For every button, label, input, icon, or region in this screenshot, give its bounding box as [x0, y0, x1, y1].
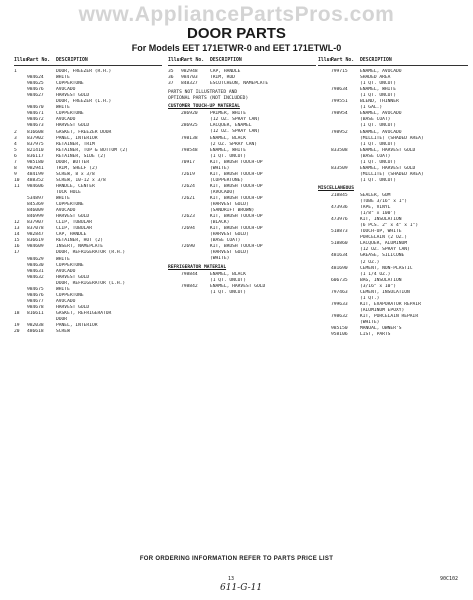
part-number: 799633 [331, 301, 348, 307]
part-number: 816608 [27, 129, 44, 135]
part-description: (AVOCADO) [210, 189, 235, 195]
part-number: 798842 [181, 283, 198, 289]
illus-number: 35 [168, 69, 174, 75]
part-number: 984606 [27, 183, 44, 189]
illus-number: 13 [14, 226, 20, 232]
part-description: (MILLITE) (SHADED AREA) [360, 171, 424, 177]
part-number: 70917 [181, 159, 195, 165]
part-number: 845369 [27, 202, 44, 208]
illus-number: 9 [14, 171, 17, 177]
illus-number [318, 332, 331, 338]
illus-number: 36 [168, 75, 174, 81]
parts-list-col2a [168, 69, 316, 87]
part-description: (1 QT. UNCUT) [360, 81, 396, 87]
note-line-2: OPTIONAL PARTS (NOT INCLUDED) [168, 96, 249, 102]
part-description: (6 PCS. 2" x 4" x 1") [360, 223, 419, 229]
part-number [181, 290, 210, 296]
part-description: (COPPERTONE) [210, 177, 244, 183]
part-number: 984609 [27, 244, 44, 250]
part-description: AVOCADO [56, 268, 76, 274]
illus-number: 18 [14, 310, 20, 316]
parts-column-2 [168, 58, 316, 296]
part-description: TRIM, SHELF (2) [56, 165, 98, 171]
part-description: ENAMEL, HARVEST GOLD [360, 165, 416, 171]
part-description: ENAMEL, WHITE [360, 87, 396, 93]
part-number: 72694 [181, 226, 195, 232]
part-description: SCREW, 8 x 3/8 [56, 171, 95, 177]
part-number: 984676 [27, 292, 44, 298]
part-description: TOUCH-UP, WHITE [360, 229, 402, 235]
part-description: DOOR, FREEZER (R.H.) [56, 69, 112, 75]
header-part: Part No. [27, 58, 51, 63]
part-description: AVOCADO [56, 298, 76, 304]
part-description: DOOR [56, 316, 68, 322]
part-number: 836117 [27, 153, 44, 159]
part-description: (WHITE) [360, 319, 380, 325]
part-number: 984625 [27, 81, 44, 87]
part-number: 982038 [27, 323, 44, 329]
part-description: BLEND, THINNER [360, 99, 399, 105]
parts-column-1 [14, 58, 162, 335]
part-description: (2 OZ.) [360, 259, 380, 265]
part-number: 488352 [27, 177, 44, 183]
part-description: (1 GAL.) [360, 105, 383, 111]
header-rule [14, 65, 162, 66]
part-number: 848327 [181, 81, 198, 87]
parts-row [168, 81, 316, 87]
parts-list-col2c [168, 272, 316, 296]
header-illus: Illus. [318, 58, 336, 63]
part-description: KIT, EVAPORATOR REPAIR [360, 301, 421, 307]
part-description: CEMENT, INSULATION [360, 289, 410, 295]
parts-list-col1 [14, 69, 162, 335]
part-description: MANUAL, OWNER'S [360, 326, 402, 332]
part-number: 984624 [27, 75, 44, 81]
part-description: KIT, BRUSH TOUCH-UP [210, 159, 263, 165]
illus-number: 17 [14, 250, 20, 256]
header-rule [318, 65, 468, 66]
part-description: SCREW, 10-12 x 3/8 [56, 177, 106, 183]
illus-number: 8 [14, 165, 17, 171]
part-number: 984672 [27, 117, 44, 123]
parts-list-col3b [318, 193, 468, 338]
parts-row [168, 290, 316, 296]
part-number: 72621 [181, 195, 195, 201]
part-number: 798632 [331, 313, 348, 319]
part-number: 72690 [181, 244, 195, 250]
illus-number: 20 [14, 329, 20, 335]
part-description: SHADED AREA [360, 75, 391, 81]
part-number: 846009 [27, 208, 44, 214]
part-description: AVOCADO [56, 208, 76, 214]
page-title: DOOR PARTS [187, 25, 286, 42]
part-description: DOOR, BUTTER [56, 159, 90, 165]
part-number: 985150 [331, 326, 348, 332]
part-description: KIT, BRUSH TOUCH-UP [210, 226, 263, 232]
illus-number: 1 [14, 69, 17, 75]
part-number: 982948 [181, 69, 198, 75]
part-description: ENAMEL, AVOCADO [360, 69, 402, 75]
part-number: 72619 [181, 171, 195, 177]
part-number: 984677 [27, 298, 44, 304]
column-header [168, 58, 316, 64]
part-number: 984675 [27, 286, 44, 292]
part-number: 286925 [181, 123, 198, 129]
illus-number: 37 [168, 81, 174, 87]
part-number: 984673 [27, 123, 44, 129]
part-description: RETAINER, HOT (2) [56, 238, 104, 244]
part-number: 798952 [331, 129, 348, 135]
part-description: DOOR, REFRIGERATOR (L.H.) [56, 280, 126, 286]
part-description: CEMENT, NON-PLASTIC [360, 265, 413, 271]
part-number: 473976 [331, 217, 348, 223]
part-number [331, 178, 360, 184]
part-description: CLIP, TUBULAR [56, 226, 92, 232]
part-description: HARVEST GOLD [56, 93, 90, 99]
part-description: COPPERTONE [56, 202, 84, 208]
document-code: 90C102 [440, 576, 459, 582]
part-description: (SANDRIFT BROWN) [210, 208, 255, 214]
part-description: PRIMER, WHITE [210, 111, 246, 117]
illus-number: 16 [14, 244, 20, 250]
part-description: (2 OZ. SPRAY CAN) [210, 141, 258, 147]
part-description: PORCELAIN (2 OZ.) [360, 235, 408, 241]
column-header [14, 58, 162, 64]
header-description: DESCRIPTION [360, 58, 392, 63]
part-description: HARVEST GOLD [56, 214, 90, 220]
illus-number: 2 [14, 129, 17, 135]
part-description: SCREW [56, 329, 70, 335]
part-description: LACQUER, ENAMEL [210, 123, 252, 129]
part-number: 984703 [181, 75, 198, 81]
illus-number: 10 [14, 177, 20, 183]
part-description: ENAMEL, HARVEST GOLD [210, 283, 266, 289]
illus-number: 12 [14, 220, 20, 226]
part-number: 798138 [181, 135, 198, 141]
part-number: 797463 [331, 289, 348, 295]
header-rule [168, 65, 316, 66]
part-description: LIST, PARTS [360, 332, 391, 338]
part-description: PANEL, INTERIOR [56, 323, 98, 329]
part-number: 833508 [331, 147, 348, 153]
part-number: 799715 [331, 69, 348, 75]
part-number: 984671 [27, 111, 44, 117]
part-description: RETAINER, TRIM [56, 141, 95, 147]
part-description: CLIP, TUBULAR [56, 220, 92, 226]
part-description: (BASE COAT) [360, 153, 391, 159]
part-description: GASKET, FREEZER DOOR [56, 129, 112, 135]
part-description: HARVEST GOLD [56, 123, 90, 129]
part-number: 799551 [331, 99, 348, 105]
part-number: 534897 [27, 196, 44, 202]
part-number: 518873 [331, 229, 348, 235]
header-illus: Illus. [14, 58, 32, 63]
part-number: 846999 [27, 214, 44, 220]
part-description: ENAMEL, HARVEST GOLD [360, 147, 416, 153]
part-description: (HARVEST GOLD) [210, 202, 249, 208]
part-number: 473936 [331, 205, 348, 211]
note-block [168, 90, 316, 102]
part-description: RETAINER, SIDE (2) [56, 153, 106, 159]
parts-column-3 [318, 58, 468, 338]
part-description: ENAMEL, WHITE [210, 147, 246, 153]
part-number: 481690 [331, 265, 348, 271]
part-description: HARVEST GOLD [56, 304, 90, 310]
column-header [318, 58, 468, 64]
part-description: ENAMEL, BLACK [210, 135, 246, 141]
part-description: (1 QT. UNCUT) [210, 153, 246, 159]
part-number: 984670 [27, 105, 44, 111]
part-number: 518860 [331, 241, 348, 247]
part-description: (TUBE 3/16" x 1") [360, 199, 408, 205]
header-description: DESCRIPTION [56, 58, 88, 63]
part-description: LACQUER, ALUMINUM [360, 241, 408, 247]
part-number: 837975 [27, 141, 44, 147]
part-number: 798634 [331, 87, 348, 93]
part-description: (1 QT. UNCUT) [360, 93, 396, 99]
part-number: 798954 [331, 111, 348, 117]
part-number: 798844 [181, 271, 198, 277]
part-number: 606735 [331, 277, 348, 283]
part-description: (1 QT. UNCUT) [360, 177, 396, 183]
part-number: 836619 [27, 238, 44, 244]
part-number: 837907 [27, 220, 44, 226]
part-number: 958106 [331, 332, 348, 338]
part-number: 486618 [27, 329, 44, 335]
part-description: (1 QT. UNCUT) [210, 277, 246, 283]
header-part: Part No. [331, 58, 355, 63]
part-description: KIT, BRUSH TOUCH-UP [210, 214, 263, 220]
illus-number: 19 [14, 323, 20, 329]
part-description: CAP, HANDLE [210, 69, 241, 75]
part-description: WHITE [56, 196, 70, 202]
part-description: (MILLITE) (SHADED AREA) [360, 135, 424, 141]
part-description: (HARVEST GOLD) [210, 250, 249, 256]
part-description: WHITE [56, 256, 70, 262]
section-miscellaneous: MISCELLANEOUS [318, 185, 354, 191]
part-description: HARVEST GOLD [56, 274, 90, 280]
illus-number: 4 [14, 141, 17, 147]
illus-number: 15 [14, 238, 20, 244]
part-number: 72623 [181, 214, 195, 220]
part-description: (1 QT. UNCUT) [360, 123, 396, 129]
section-touchup: CUSTOMER TOUCH-UP MATERIAL [168, 104, 240, 110]
part-description: ESCUTCHEON, NAMEPLATE [210, 81, 269, 87]
page-subtitle: For Models EET 171ETWR-0 and EET 171ETWL-0 [131, 43, 342, 53]
illus-number [168, 256, 181, 262]
part-description: TAPE, VINYL [360, 205, 391, 211]
part-description: KIT, BRUSH TOUCH-UP [210, 195, 263, 201]
parts-list-col2b [168, 111, 316, 262]
part-description: (1/8" x 100') [360, 211, 396, 217]
part-description: RETAINER, TOP & BOTTOM (2) [56, 147, 128, 153]
part-description: WHITE [56, 286, 70, 292]
part-description: (3/16" x 10") [360, 283, 396, 289]
part-number: 984630 [27, 262, 44, 268]
part-number: 816611 [27, 310, 44, 316]
part-number [181, 256, 210, 262]
part-description: TRIM, ROD [210, 75, 235, 81]
part-description: HANDLE, CENTER [56, 183, 95, 189]
part-number: 837078 [27, 226, 44, 232]
part-description: (ALUMINUM EPOXY) [360, 307, 405, 313]
handwritten-note: 611-G-11 [220, 583, 263, 593]
part-description: ENAMEL, BLACK [210, 271, 246, 277]
part-number: 72624 [181, 183, 195, 189]
illus-number: 5 [14, 147, 17, 153]
part-description: (12 OZ. SPRAY CAN) [360, 247, 410, 253]
part-description: ENAMEL, AVOCADO [360, 129, 402, 135]
part-description: KIT, BRUSH TOUCH-UP [210, 244, 263, 250]
watermark: www.AppliancePartsPros.com [78, 3, 395, 26]
part-description: AVOCADO [56, 117, 76, 123]
part-number: 984676 [27, 87, 44, 93]
part-description: COPPERTONE [56, 111, 84, 117]
part-description: GREASE, SILICONE [360, 253, 405, 259]
part-number: 218845 [331, 192, 348, 198]
part-description: COPPERTONE [56, 81, 84, 87]
part-description: DOOR, REFRIGERATOR (R.H.) [56, 250, 126, 256]
parts-list-col3a [318, 69, 468, 184]
part-description: PANEL, INTERIOR [56, 135, 98, 141]
part-description: COPPERTONE [56, 292, 84, 298]
illus-number: 7 [14, 159, 17, 165]
page-number: 13 [228, 576, 235, 582]
part-description: ENAMEL, AVOCADO [360, 111, 402, 117]
part-description: (1 QT.) [360, 295, 380, 301]
part-number: 984631 [27, 268, 44, 274]
parts-row [168, 256, 316, 262]
part-number: 484199 [27, 171, 44, 177]
part-description: (1 QT. UNCUT) [360, 159, 396, 165]
part-description: (BLACK) [210, 220, 230, 226]
parts-row [318, 178, 468, 184]
part-number: 984627 [27, 93, 44, 99]
illus-number: 11 [14, 183, 20, 189]
header-part: Part No. [181, 58, 205, 63]
part-description: (WHITE) [210, 165, 230, 171]
illus-number [168, 290, 181, 296]
part-number: 984632 [27, 274, 44, 280]
part-description: KIT, INSULATION [360, 217, 402, 223]
section-refrigerator-material: REFRIGERATOR MATERIAL [168, 264, 227, 270]
part-description: (12 OZ. SPRAY CAN) [210, 117, 260, 123]
part-description: WHITE [56, 75, 70, 81]
header-illus: Illus. [168, 58, 186, 63]
part-number: 982941 [27, 165, 44, 171]
part-description: INSERT, NAMEPLATE [56, 244, 104, 250]
parts-row [318, 332, 468, 338]
part-description: DOOR, FREEZER (L.H.) [56, 99, 112, 105]
part-description: (12 OZ. SPRAY CAN) [210, 129, 260, 135]
illus-number: 14 [14, 232, 20, 238]
part-description: AVOCADO [56, 87, 76, 93]
part-description: SEALER, GUM [360, 192, 391, 198]
part-number: 984678 [27, 304, 44, 310]
note-line-1: PARTS NOT ILLUSTRATED AND [168, 90, 238, 96]
part-description: (1 1/4 OZ.) [360, 271, 391, 277]
part-description: (BASE COAT) [210, 238, 241, 244]
ordering-footer: FOR ORDERING INFORMATION REFER TO PARTS PRICE LIST [139, 556, 334, 562]
illus-number [318, 178, 331, 184]
part-number: 798548 [181, 147, 198, 153]
illus-number: 3 [14, 135, 17, 141]
part-description: (1 QT. UNCUT) [360, 141, 396, 147]
part-description: (BASE COAT) [360, 117, 391, 123]
part-description: BAG, INSULATION [360, 277, 402, 283]
part-number: 821410 [27, 147, 44, 153]
part-description: KIT, BRUSH TOUCH-UP [210, 171, 263, 177]
part-description: CAP, HANDLE [56, 232, 87, 238]
parts-row [14, 329, 162, 335]
part-description: WHITE [56, 105, 70, 111]
part-description: KIT, BRUSH TOUCH-UP [210, 183, 263, 189]
part-number: 481634 [331, 253, 348, 259]
part-number: 982847 [27, 232, 44, 238]
part-number: 286920 [181, 111, 198, 117]
header-description: DESCRIPTION [210, 58, 242, 63]
part-number: 985180 [27, 159, 44, 165]
part-description: TUCK HOLE [56, 189, 81, 195]
part-description: GASKET, REFRIGERATOR [56, 310, 112, 316]
part-number: 984629 [27, 256, 44, 262]
part-description: COPPERTONE [56, 262, 84, 268]
part-description: (HARVEST GOLD) [210, 232, 249, 238]
part-description: KIT, PORCELAIN REPAIR [360, 313, 419, 319]
part-number: 837902 [27, 135, 44, 141]
illus-number: 6 [14, 153, 17, 159]
part-description: (1 QT. UNCUT) [210, 289, 246, 295]
part-description: (WHITE) [210, 256, 230, 262]
part-number: 833509 [331, 165, 348, 171]
